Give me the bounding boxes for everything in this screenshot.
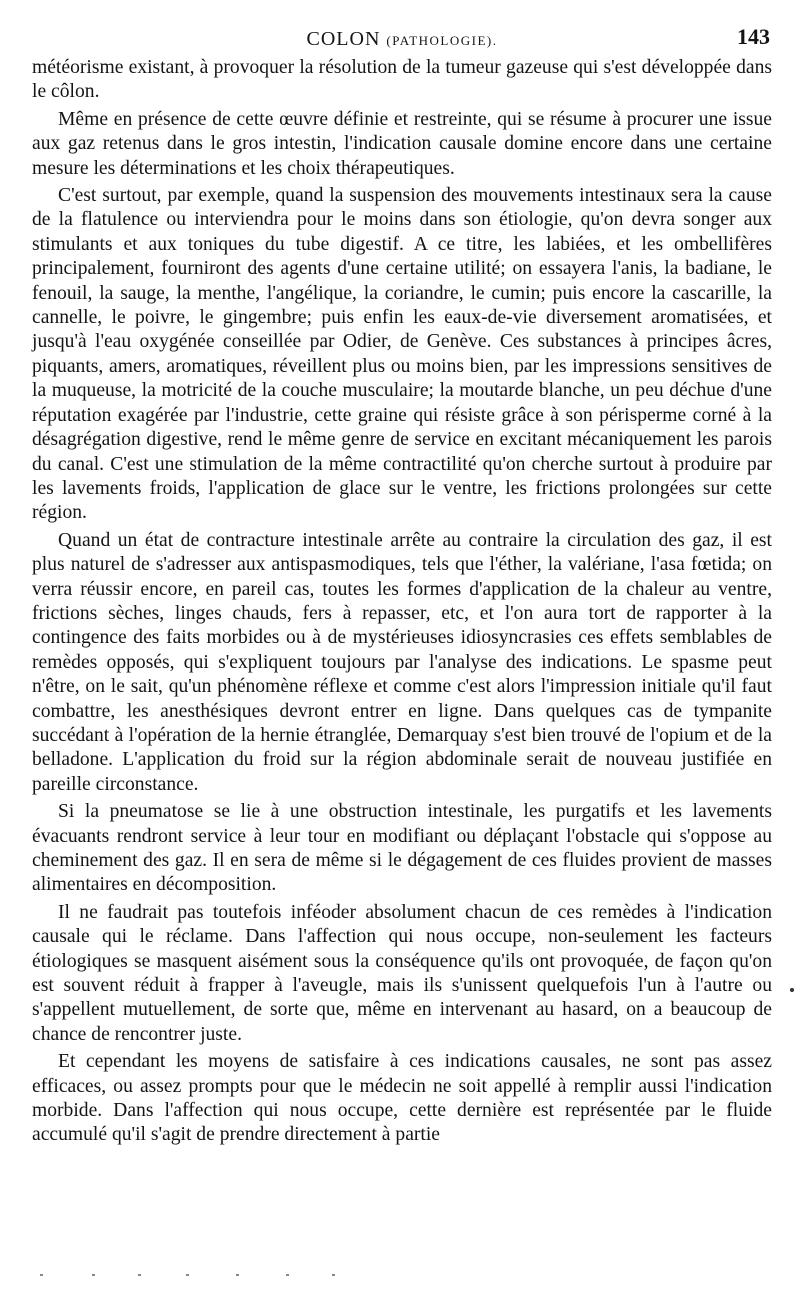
scan-specks: [40, 1274, 370, 1278]
book-page: [32, 18, 772, 1151]
running-title-sub: (PATHOLOGIE).: [386, 33, 498, 48]
body-text: [32, 56, 772, 1148]
margin-ink-dot: [790, 988, 794, 992]
paragraph: Même en présence de cette œuvre définie et restreinte, qui se résume à procurer une issue aux gaz retenus dans le gros intestin, l'indication causale domine encore dans une certaine mesure les déterminations et les choix thérapeutiques.: [32, 108, 772, 179]
paragraph: C'est surtout, par exemple, quand la suspension des mouvements intestinaux sera la cause de la flatulence ou interviendra pour le moins dans son étiologie, qu'on devra songer aux stimulants et aux toniques du tube digestif. A ce titre, les labiées, et les ombellifères principalement, fourniront des agents d'une certaine utilité; on essayera l'anis, la badiane, le fenouil, la sauge, la menthe, l'angélique, la coriandre, le cumin; puis encore la cascarille, la cannelle, le poivre, le gingembre; puis enfin les eaux-de-vie diversement aromatisées, et jusqu'à l'eau oxygénée conseillée par Odier, de Genève. Ces substances à principes âcres, piquants, amers, aromatiques, réveillent plus ou moins bien, par les impressions sensitives de la muqueuse, la motricité de la couche musculaire; la moutarde blanche, un peu déchue d'une réputation exagérée par l'industrie, cette graine qui résiste grâce à son périsperme corné à la désagrégation digestive, rend le même genre de service en excitant mécaniquement les parois du canal. C'est une stimulation de la même contractilité qu'on cherche surtout à produire par les lavements froids, l'application de glace sur le ventre, les frictions prolongées sur cette région.: [32, 185, 772, 524]
paragraph: Si la pneumatose se lie à une obstruction intestinale, les purgatifs et les lavements évacuants rendront service à leur tour en modifiant ou déplaçant l'obstacle qui s'oppose au cheminement des gaz. Il en sera de même si le dégagement de ces fluides provient de masses alimentaires en décomposition.: [32, 801, 772, 896]
running-title-main: COLON: [306, 28, 381, 50]
running-title: [32, 28, 772, 51]
page-number: 143: [737, 24, 770, 49]
paragraph-continued: météorisme existant, à provoquer la résolution de la tumeur gazeuse qui s'est développée dans le côlon.: [32, 57, 772, 103]
running-header: [32, 18, 772, 56]
paragraph: Quand un état de contracture intestinale arrête au contraire la circulation des gaz, il est plus naturel de s'adresser aux antispasmodiques, tels que l'éther, la valériane, l'asa fœtida; on verra réussir encore, en pareil cas, toutes les formes d'application de la chaleur au ventre, frictions sèches, linges chauds, fers à repasser, etc, et l'on aura tort de rapporter à la contingence des faits morbides ou à de mystérieuses idiosyncrasies ces effets semblables de remèdes opposés, qui s'expliquent toujours par l'analyse des indications. Le spasme peut n'être, on le sait, qu'un phénomène réflexe et comme c'est alors l'impression initiale qu'il faut combattre, les anesthésiques devront entrer en ligne. Dans quelques cas de tympanite succédant à l'opération de la hernie étranglée, Demarquay s'est bien trouvé de l'opium et de la belladone. L'application du froid sur la région abdominale serait de nouveau justifiée en pareille circonstance.: [32, 529, 772, 795]
paragraph: Il ne faudrait pas toutefois inféoder absolument chacun de ces remèdes à l'indication causale qui le réclame. Dans l'affection qui nous occupe, non-seulement les facteurs étiologiques se masquent aisément sous la conséquence qu'ils ont provoquée, de façon qu'on est souvent réduit à frapper à l'aveugle, mais ils s'unissent quelquefois l'un à l'autre ou s'appellent mutuellement, de sorte que, même en intervenant au hasard, on a beaucoup de chance de rencontrer juste.: [32, 901, 772, 1045]
paragraph: Et cependant les moyens de satisfaire à ces indications causales, ne sont pas assez efficaces, ou assez prompts pour que le médecin ne soit appellé à remplir aussi l'indication morbide. Dans l'affection qui nous occupe, cette dernière est représentée par le fluide accumulé qu'il s'agit de prendre directement à partie: [32, 1051, 772, 1146]
